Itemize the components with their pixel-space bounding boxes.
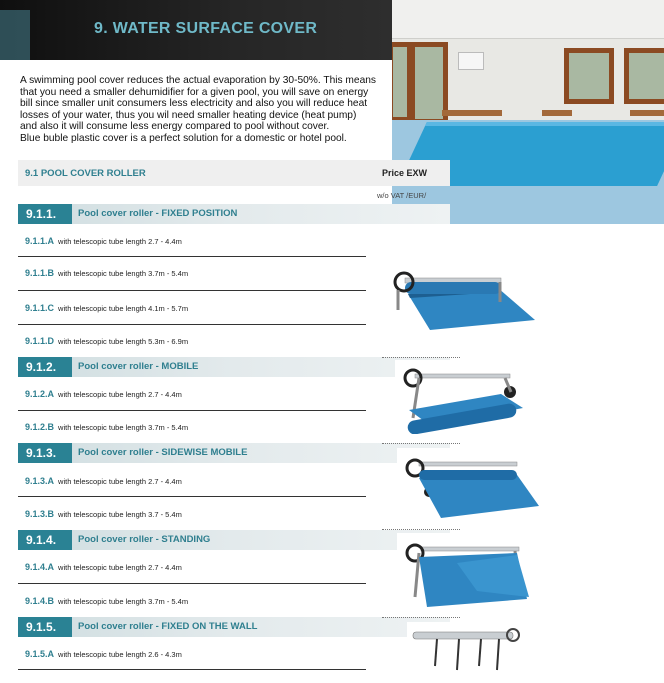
pool-photo: [392, 0, 664, 224]
list-item: [25, 236, 182, 246]
list-item: [25, 268, 188, 278]
item-code: 9.1.1.C: [25, 303, 55, 313]
roller-standing-image: [397, 533, 537, 613]
roller-wall-image: [407, 622, 523, 680]
image-separator: [382, 617, 460, 618]
item-code: 9.1.3.A: [25, 476, 55, 486]
item-code: 9.1.3.B: [25, 509, 55, 519]
roller-fixed-image: [390, 258, 540, 338]
list-item: [25, 562, 182, 572]
group-number: 9.1.3.: [18, 443, 72, 463]
item-desc: with telescopic tube length 3.7m - 5.4m: [58, 597, 189, 606]
list-item: [25, 422, 188, 432]
item-desc: with telescopic tube length 2.7 - 4.4m: [58, 237, 182, 246]
image-separator: [382, 357, 460, 358]
divider: [18, 496, 366, 497]
header-band: [0, 0, 392, 60]
list-item: [25, 476, 182, 486]
item-code: 9.1.1.D: [25, 336, 55, 346]
divider: [18, 324, 366, 325]
group-header-fixed-on-wall: [18, 617, 450, 637]
item-code: 9.1.1.A: [25, 236, 55, 246]
list-item: [25, 389, 182, 399]
group-title: Pool cover roller - SIDEWISE MOBILE: [78, 447, 248, 458]
group-header-sidewise-mobile: [18, 443, 450, 463]
group-number: 9.1.2.: [18, 357, 72, 377]
divider: [18, 290, 366, 291]
group-header-standing: [18, 530, 450, 550]
header-decoration: [0, 0, 80, 60]
item-desc: with telescopic tube length 3.7m - 5.4m: [58, 423, 189, 432]
list-item: [25, 649, 182, 659]
divider: [18, 256, 366, 257]
divider: [18, 583, 366, 584]
item-desc: with telescopic tube length 2.7 - 4.4m: [58, 477, 182, 486]
item-desc: with telescopic tube length 3.7m - 5.4m: [58, 269, 189, 278]
group-title: Pool cover roller - FIXED ON THE WALL: [78, 621, 258, 632]
group-title: Pool cover roller - MOBILE: [78, 361, 199, 372]
item-desc: with telescopic tube length 2.7 - 4.4m: [58, 563, 182, 572]
group-number: 9.1.5.: [18, 617, 72, 637]
image-separator: [382, 443, 460, 444]
list-item: [25, 336, 188, 346]
item-code: 9.1.1.B: [25, 268, 55, 278]
section-header: [18, 160, 450, 186]
price-label: Price EXW: [382, 168, 428, 178]
section-title: 9.1 POOL COVER ROLLER: [25, 168, 146, 179]
item-desc: with telescopic tube length 5.3m - 6.9m: [58, 337, 189, 346]
item-desc: with telescopic tube length 2.6 - 4.3m: [58, 650, 182, 659]
item-code: 9.1.2.B: [25, 422, 55, 432]
divider: [18, 669, 366, 670]
item-code: 9.1.5.A: [25, 649, 55, 659]
image-separator: [382, 529, 460, 530]
roller-mobile-image: [395, 360, 535, 434]
list-item: [25, 509, 182, 519]
list-item: [25, 596, 188, 606]
item-desc: with telescopic tube length 3.7 - 5.4m: [58, 510, 182, 519]
group-number: 9.1.1.: [18, 204, 72, 224]
item-desc: with telescopic tube length 2.7 - 4.4m: [58, 390, 182, 399]
group-title: Pool cover roller - STANDING: [78, 534, 211, 545]
roller-sidewise-image: [397, 448, 543, 526]
intro-paragraph-2: Blue buble plastic cover is a perfect solution for a domestic or hotel pool.: [20, 132, 347, 144]
group-title: Pool cover roller - FIXED POSITION: [78, 208, 238, 219]
item-code: 9.1.2.A: [25, 389, 55, 399]
group-number: 9.1.4.: [18, 530, 72, 550]
divider: [18, 410, 366, 411]
page-title: 9. WATER SURFACE COVER: [94, 20, 318, 37]
list-item: [25, 303, 188, 313]
vat-note: w/o VAT /EUR/: [377, 191, 427, 200]
item-code: 9.1.4.B: [25, 596, 55, 606]
group-header-mobile: [18, 357, 450, 377]
item-desc: with telescopic tube length 4.1m - 5.7m: [58, 304, 189, 313]
intro-text: [20, 75, 376, 145]
item-code: 9.1.4.A: [25, 562, 55, 572]
group-header-fixed-position: [18, 204, 450, 224]
intro-paragraph: A swimming pool cover reduces the actual evaporation by 30-50%. This means that you need a smaller dehumidifier for a given pool, you will save on energy bill since smaller unit consumers less electricity and also you will reduce heat losses of your water, thus you wil need smaller heating device (heat pump) and also it will consume less energy compared to pool without cover.: [20, 75, 376, 133]
